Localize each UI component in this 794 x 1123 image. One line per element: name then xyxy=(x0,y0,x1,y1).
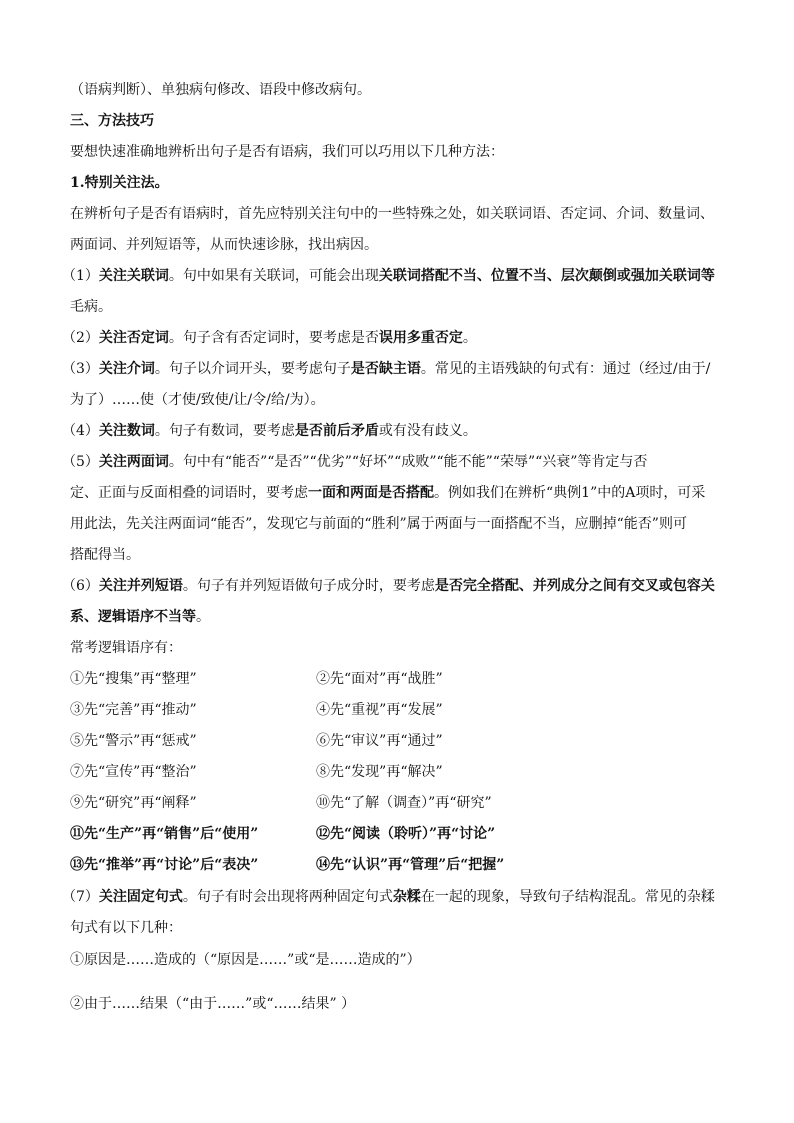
point-2-line xyxy=(62,328,477,348)
point-keyword: 关注否定词 xyxy=(98,330,169,346)
point-number: （5） xyxy=(62,454,99,470)
point-4-line xyxy=(62,421,477,441)
point-keyword: 关注两面词 xyxy=(98,454,169,470)
point-3-line-1 xyxy=(62,359,710,379)
point-text: 。常见的主语残缺的句式有：通过（经过/由于/ xyxy=(420,361,711,377)
text-line: 两面词、并列短语等，从而快速诊脉，找出病因。 xyxy=(70,237,378,253)
point-text: 。句子以介词开头，要考虑句子 xyxy=(154,361,351,377)
point-keyword: 关注数词 xyxy=(98,423,155,439)
method-heading: 1.特别关注法。 xyxy=(70,175,169,191)
point-text: 。 xyxy=(462,330,477,346)
order-item: ⑨先“研究”再“阐释” xyxy=(70,795,197,811)
order-item: ②先“面对”再“战胜” xyxy=(316,671,443,687)
point-text: 定、正面与反面相叠的词语时，要考虑 xyxy=(70,485,308,501)
point-5-line-2 xyxy=(70,483,705,503)
point-emphasis: 是否完全搭配、并列成分之间有交叉或包容关 xyxy=(434,578,715,594)
point-7-line-1 xyxy=(62,887,715,907)
pattern-item: ①原因是……造成的（“原因是……”或“是……造成的”） xyxy=(70,952,421,968)
point-number: （1） xyxy=(62,268,99,284)
point-3-line-2: 为了）……使（才使/致使/让/令/给/为）。 xyxy=(70,392,325,408)
point-number: （4） xyxy=(62,423,99,439)
point-7-line-2: 句式有以下几种： xyxy=(70,920,182,936)
point-text: 。例如我们在辨析“典例1”中的A项时，可采 xyxy=(434,485,706,501)
point-1-line-1 xyxy=(62,266,715,286)
point-number: （3） xyxy=(62,361,99,377)
point-6-line-2 xyxy=(70,607,210,627)
point-text: 在一起的现象，导致句子结构混乱。常见的杂糅 xyxy=(420,889,715,905)
point-emphasis: 杂糅 xyxy=(392,889,421,905)
order-item: ⑦先“宣传”再“整治” xyxy=(70,764,197,780)
point-text: 。句子有并列短语做句子成分时，要考虑 xyxy=(182,578,435,594)
point-keyword: 关注并列短语 xyxy=(98,578,183,594)
order-item: ④先“重视”再“发展” xyxy=(316,702,443,718)
point-emphasis: 是否缺主语 xyxy=(350,361,421,377)
order-item: ⑭先“认识”再“管理”后“把握” xyxy=(316,857,505,873)
point-text: 。句子含有否定词时，要考虑是否 xyxy=(168,330,379,346)
order-item: ⑩先“了解（调查）”再“研究” xyxy=(316,795,492,811)
point-text: 。句中如果有关联词，可能会出现 xyxy=(168,268,379,284)
point-emphasis: 关联词搭配不当、位置不当、层次颠倒或强加关联词等 xyxy=(378,268,715,284)
order-item: ⑤先“警示”再“惩戒” xyxy=(70,733,197,749)
point-text: 或有没有歧义。 xyxy=(378,423,477,439)
pattern-item: ②由于……结果（“由于……”或“……结果” ） xyxy=(70,996,356,1012)
order-item: ⑧先“发现”再“解决” xyxy=(316,764,443,780)
point-number: （6） xyxy=(62,578,99,594)
point-text: 。 xyxy=(196,609,210,625)
order-item: ⑫先“阅读（聆听）”再“讨论” xyxy=(316,826,496,842)
point-1-line-2: 毛病。 xyxy=(70,299,112,315)
text-line: 要想快速准确地辨析出句子是否有语病，我们可以巧用以下几种方法： xyxy=(70,144,504,160)
point-emphasis: 一面和两面是否搭配 xyxy=(308,485,434,501)
point-5-line-1 xyxy=(62,452,647,472)
point-number: （7） xyxy=(62,889,99,905)
point-6-line-1 xyxy=(62,576,715,596)
point-emphasis: 误用多重否定 xyxy=(378,330,463,346)
section-heading: 三、方法技巧 xyxy=(70,113,154,129)
order-item: ③先“完善”再“推动” xyxy=(70,702,197,718)
point-text: 。句中有“能否”“是否”“优劣”“好坏”“成败”“能不能”“荣辱”“兴衰”等肯定与否 xyxy=(168,454,648,470)
text-line: （语病判断）、单独病句修改、语段中修改病句。 xyxy=(70,82,371,98)
point-emphasis: 是否前后矛盾 xyxy=(294,423,379,439)
point-text: 。句子有时会出现将两种固定句式 xyxy=(182,889,393,905)
order-item: ⑪先“生产”再“销售”后“使用” xyxy=(70,826,259,842)
order-item: ①先“搜集”再“整理” xyxy=(70,671,197,687)
order-item: ⑥先“审议”再“通过” xyxy=(316,733,443,749)
point-keyword: 关注关联词 xyxy=(98,268,169,284)
point-5-line-3: 用此法，先关注两面词“能否”，发现它与前面的“胜利”属于两面与一面搭配不当，应删掉“能否”则可 xyxy=(70,516,687,532)
text-line: 在辨析句子是否有语病时，首先应特别关注句中的一些特殊之处，如关联词语、否定词、介词、数量词、 xyxy=(70,206,714,222)
point-keyword: 关注介词 xyxy=(98,361,155,377)
point-text: 。句子有数词，要考虑 xyxy=(154,423,295,439)
point-number: （2） xyxy=(62,330,99,346)
point-5-line-4: 搭配得当。 xyxy=(70,547,140,563)
text-line: 常考逻辑语序有： xyxy=(70,640,182,656)
order-item: ⑬先“推举”再“讨论”后“表决” xyxy=(70,857,259,873)
point-emphasis: 系、逻辑语序不当等 xyxy=(70,609,196,625)
point-keyword: 关注固定句式 xyxy=(98,889,183,905)
